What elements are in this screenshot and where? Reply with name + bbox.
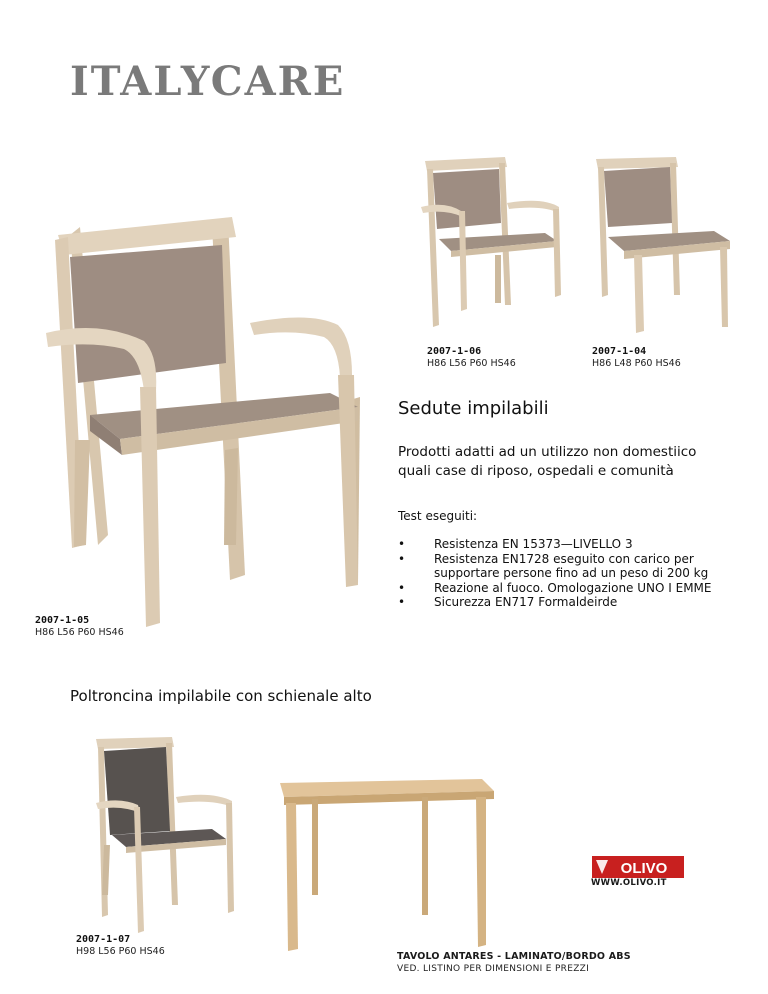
chair-image-2007-1-04 [590,155,735,335]
brand-title: ITALYCARE [70,58,346,105]
section-subtitle: Poltroncina impilabile con schienale alto [70,687,372,705]
product-dims: H86 L48 P60 HS46 [592,358,681,369]
section-title: Sedute impilabili [398,398,549,419]
section-description [398,443,696,481]
test-item: • Reazione al fuoco. Omologazione UNO I EMME [398,581,743,596]
product-code: 2007-1-06 [427,346,482,357]
table-caption [397,951,631,974]
product-code: 2007-1-04 [592,346,647,357]
product-code: 2007-1-07 [76,934,131,945]
product-dims: H86 L56 P60 HS46 [35,627,124,638]
test-item: • Resistenza EN 15373—LIVELLO 3 [398,537,743,552]
table-note: VED. LISTINO PER DIMENSIONI E PREZZI [397,964,590,974]
tests-list [398,537,743,610]
armchair-image-2007-1-06 [415,155,565,335]
description-line: quali case di riposo, ospedali e comunità [398,463,674,479]
olivo-logo-text: OLIVO [620,860,668,877]
olivo-logo [592,856,684,878]
armchair-image-2007-1-07 [92,735,242,935]
description-line: Prodotti adatti ad un utilizzo non domestiico [398,444,697,460]
olivo-logo-image [592,856,684,878]
product-label-2007-1-07 [76,934,165,957]
product-label-2007-1-05 [35,615,124,638]
test-item: • Sicurezza EN717 Formaldeirde [398,595,743,610]
product-dims: H98 L56 P60 HS46 [76,946,165,957]
olivo-website: WWW.OLIVO.IT [591,878,667,888]
table-image-antares [272,775,497,955]
tests-label: Test eseguiti: [398,509,478,523]
product-label-2007-1-06 [427,346,516,369]
product-dims: H86 L56 P60 HS46 [427,358,516,369]
table-title: TAVOLO ANTARES - LAMINATO/BORDO ABS [397,951,631,962]
product-code: 2007-1-05 [35,615,90,626]
armchair-image-large [40,215,365,630]
product-label-2007-1-04 [592,346,681,369]
test-item: • Resistenza EN1728 eseguito con carico per supportare persone fino ad un peso di 200 kg [398,552,743,581]
